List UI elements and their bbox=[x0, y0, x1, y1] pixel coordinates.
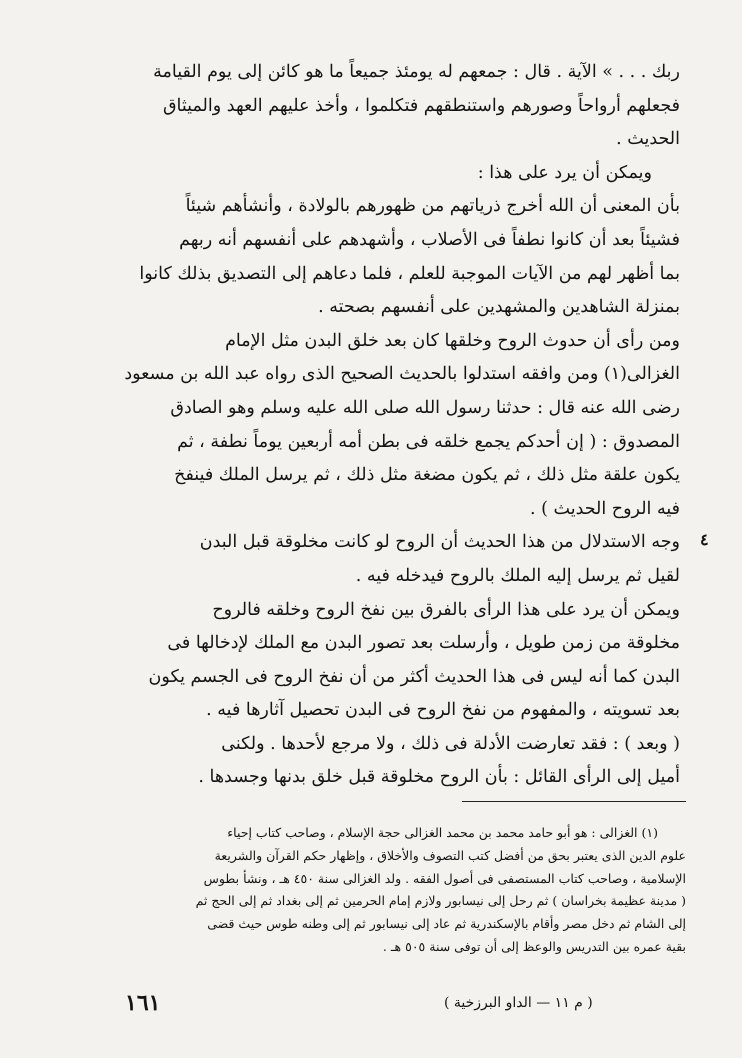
footnote-line: بقية عمره بين التدريس والوعظ إلى أن توفى سنة ٥٠٥ هـ . bbox=[382, 938, 686, 954]
text-line: مخلوقة من زمن طويل ، وأرسلت بعد تصور البدن مع الملك لإدخالها فى bbox=[167, 633, 680, 654]
text-line: فشيئاً بعد أن كانوا نطفاً فى الأصلاب ، وأشهدهم على أنفسهم أنه ربهم bbox=[179, 229, 680, 250]
main-text bbox=[80, 56, 680, 795]
footnote-line: الإسلامية ، وصاحب كتاب المستصفى فى أصول الفقه . ولد الغزالى سنة ٤٥٠ هـ ، ونشأ بطوس bbox=[203, 870, 686, 886]
footnote-line: ( مدينة عظيمة بخراسان ) ثم رحل إلى نيسابور ولازم إمام الحرمين ثم إلى بغداد ثم إلى الحج ثم bbox=[195, 893, 686, 909]
text-line: بعد تسويته ، والمفهوم من نفخ الروح فى البدن تحصيل آثارها فيه . bbox=[206, 700, 680, 721]
text-line: ويمكن أن يرد على هذا : bbox=[477, 162, 652, 183]
text-line: يكون علقة مثل ذلك ، ثم يكون مضغة مثل ذلك ، ثم يرسل الملك فينفخ bbox=[174, 465, 680, 486]
text-line: بما أظهر لهم من الآيات الموجبة للعلم ، فلما دعاهم إلى التصديق بذلك كانوا bbox=[139, 263, 680, 284]
text-line: المصدوق : ( إن أحدكم يجمع خلقه فى بطن أمه أربعين يوماً نطفة ، ثم bbox=[177, 431, 680, 452]
text-line: لقيل ثم يرسل إليه الملك بالروح فيدخله فيه . bbox=[355, 565, 680, 586]
text-line: ربك . . . » الآية . قال : جمعهم له يومئذ جميعاً ما هو كائن إلى يوم القيامة bbox=[153, 62, 680, 82]
page-number: ١٦١ bbox=[125, 990, 161, 1016]
text-line: الغزالى(١) ومن وافقه استدلوا بالحديث الصحيح الذى رواه عبد الله بن مسعود bbox=[124, 364, 680, 385]
text-line: الحديث . bbox=[616, 129, 680, 150]
text-line: ( وبعد ) : فقد تعارضت الأدلة فى ذلك ، ولا مرجع لأحدها . ولكنى bbox=[221, 733, 680, 754]
text-line: ويمكن أن يرد على هذا الرأى بالفرق بين نفخ الروح وخلقه فالروح bbox=[212, 599, 680, 620]
footnote-line: إلى الشام ثم دخل مصر وأقام بالإسكندرية ثم عاد إلى نيسابور ثم إلى وطنه طوس حيث قضى bbox=[207, 916, 686, 932]
text-line: فجعلهم أرواحاً وصورهم واستنطقهم فتكلموا ، وأخذ عليهم العهد والميثاق bbox=[162, 95, 680, 116]
footnote-divider bbox=[462, 801, 686, 802]
text-line: بمنزلة الشاهدين والمشهدين على أنفسهم بصحته . bbox=[318, 297, 680, 318]
footnote bbox=[80, 822, 686, 959]
text-line: أميل إلى الرأى القائل : بأن الروح مخلوقة قبل خلق بدنها وجسدها . bbox=[198, 767, 680, 788]
text-line: رضى الله عنه قال : حدثنا رسول الله صلى الله عليه وسلم وهو الصادق bbox=[170, 397, 680, 418]
text-line: فيه الروح الحديث ) . bbox=[530, 498, 680, 519]
text-line: ومن رأى أن حدوث الروح وخلقها كان بعد خلق البدن مثل الإمام bbox=[225, 330, 680, 351]
text-line: بأن المعنى أن الله أخرج ذرياتهم من ظهورهم بالولادة ، وأنشأهم شيئاً bbox=[185, 196, 680, 217]
footnote-line: علوم الدين الذى يعتبر بحق من أفضل كتب التصوف والأخلاق ، وإظهار حكم القرآن والشريعة bbox=[214, 847, 686, 863]
printer-signature: ( م ١١ — الداو البرزخية ) bbox=[444, 995, 593, 1011]
text-line: وجه الاستدلال من هذا الحديث أن الروح لو كانت مخلوقة قبل البدن bbox=[199, 532, 680, 553]
footnote-line: (١) الغزالى : هو أبو حامد محمد بن محمد الغزالى حجة الإسلام ، وصاحب كتاب إحياء bbox=[227, 825, 658, 840]
text-line: البدن كما أنه ليس فى هذا الحديث أكثر من أن نفخ الروح فى الجسم يكون bbox=[148, 666, 680, 687]
margin-mark: ٤ bbox=[700, 530, 709, 549]
